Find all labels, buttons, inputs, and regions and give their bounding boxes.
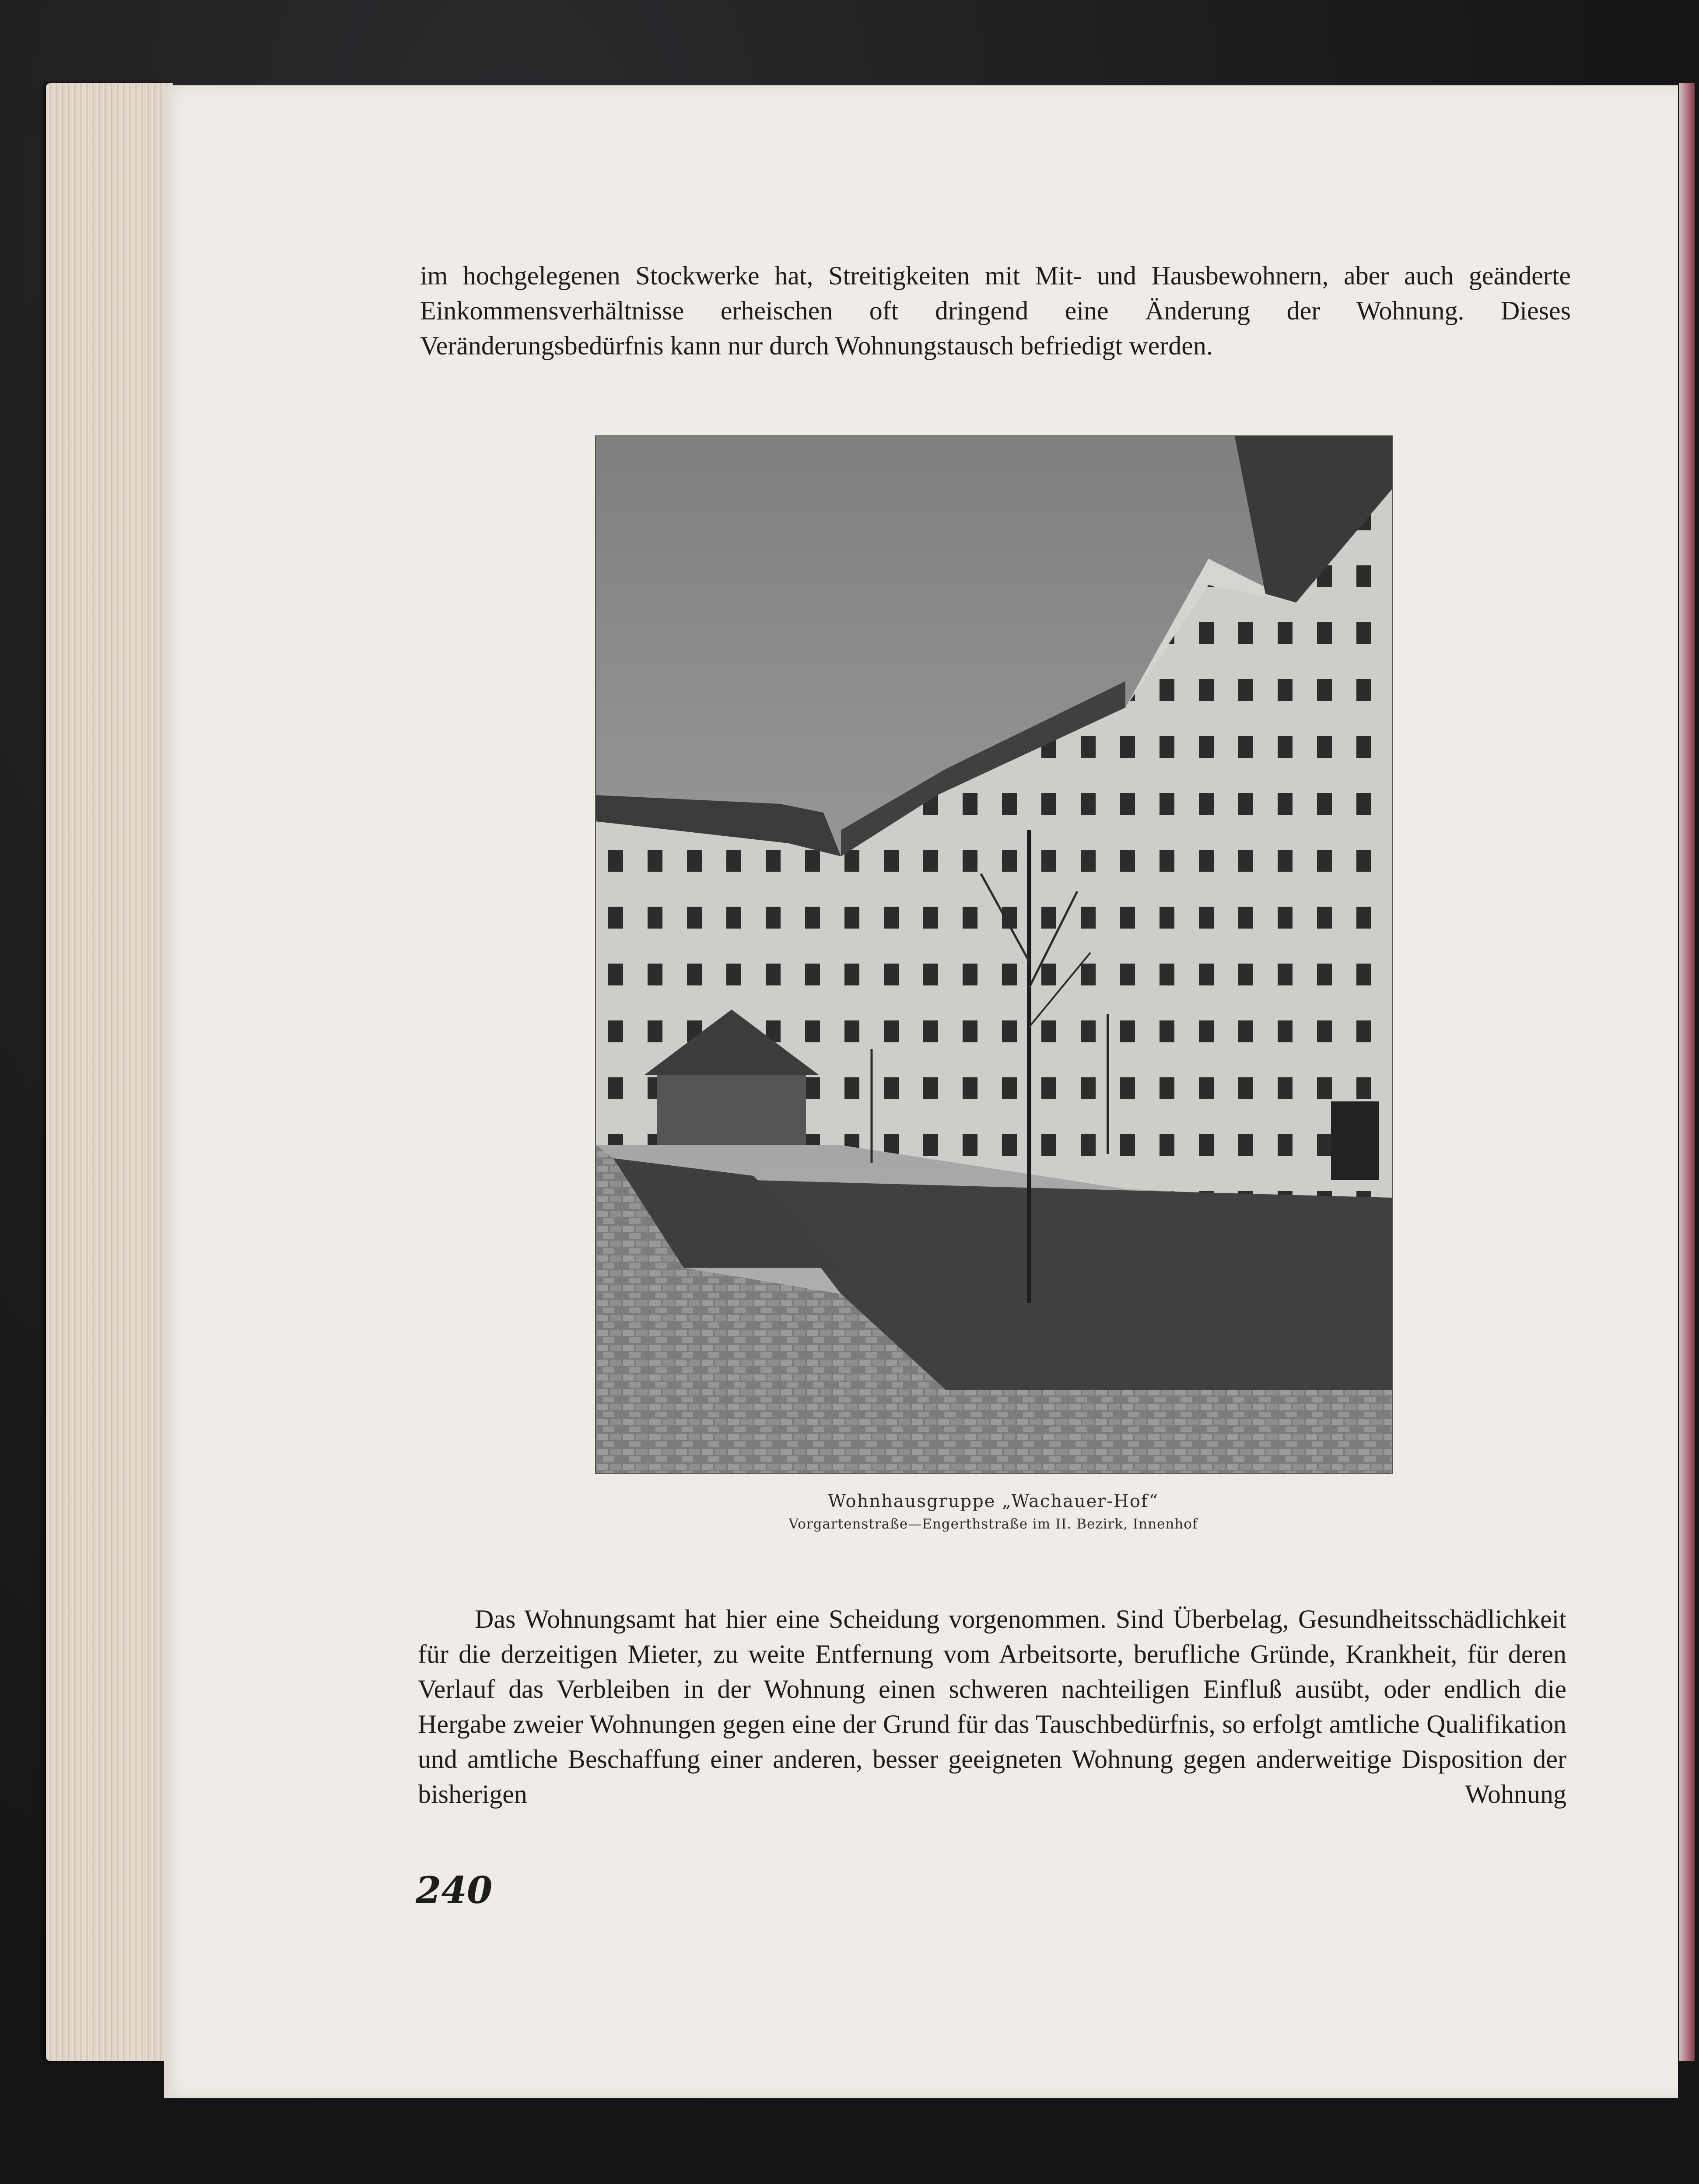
caption-title: Wohnhausgruppe „Wachauer-Hof“ — [828, 1491, 1159, 1511]
book-page-stack — [46, 83, 173, 2061]
paragraph-bottom — [418, 1602, 1566, 1812]
paragraph-bottom-text: Das Wohnungsamt hat hier eine Scheidung vorgenommen. Sind Überbelag, Gesundheitsschädlichkeit für die derzeitigen Mieter, zu weite Entfernung vom Arbeitsorte, berufliche Gründe, Krankheit, für deren Verlauf das Verbleiben in der Wohnung einen schweren nachteiligen Einfluß ausübt, oder endlich die Hergabe zweier Wohnungen gegen eine der Grund für das Tauschbedürfnis, so erfolgt amtliche Qualifikation und amtliche Beschaffung einer anderen, besser geeigneten Wohnung gegen anderweitige Disposition der bisherigen Wohnung — [418, 1605, 1566, 1809]
paragraph-top: im hochgelegenen Stockwerke hat, Streitigkeiten mit Mit- und Hausbewohnern, aber auch geänderte Einkommensverhältnisse erheischen oft dringend eine Änderung der Wohnung. Dieses Veränderungsbedürfnis kann nur durch Wohnungstausch befriedigt werden. — [420, 261, 1571, 360]
page-number: 240 — [416, 1868, 493, 1912]
book-cover-edge — [1679, 83, 1695, 2061]
photo-illustration — [596, 436, 1392, 1473]
caption-subtitle: Vorgartenstraße—Engerthstraße im II. Bezirk, Innenhof — [788, 1516, 1198, 1532]
courtyard-photograph — [595, 435, 1393, 1474]
